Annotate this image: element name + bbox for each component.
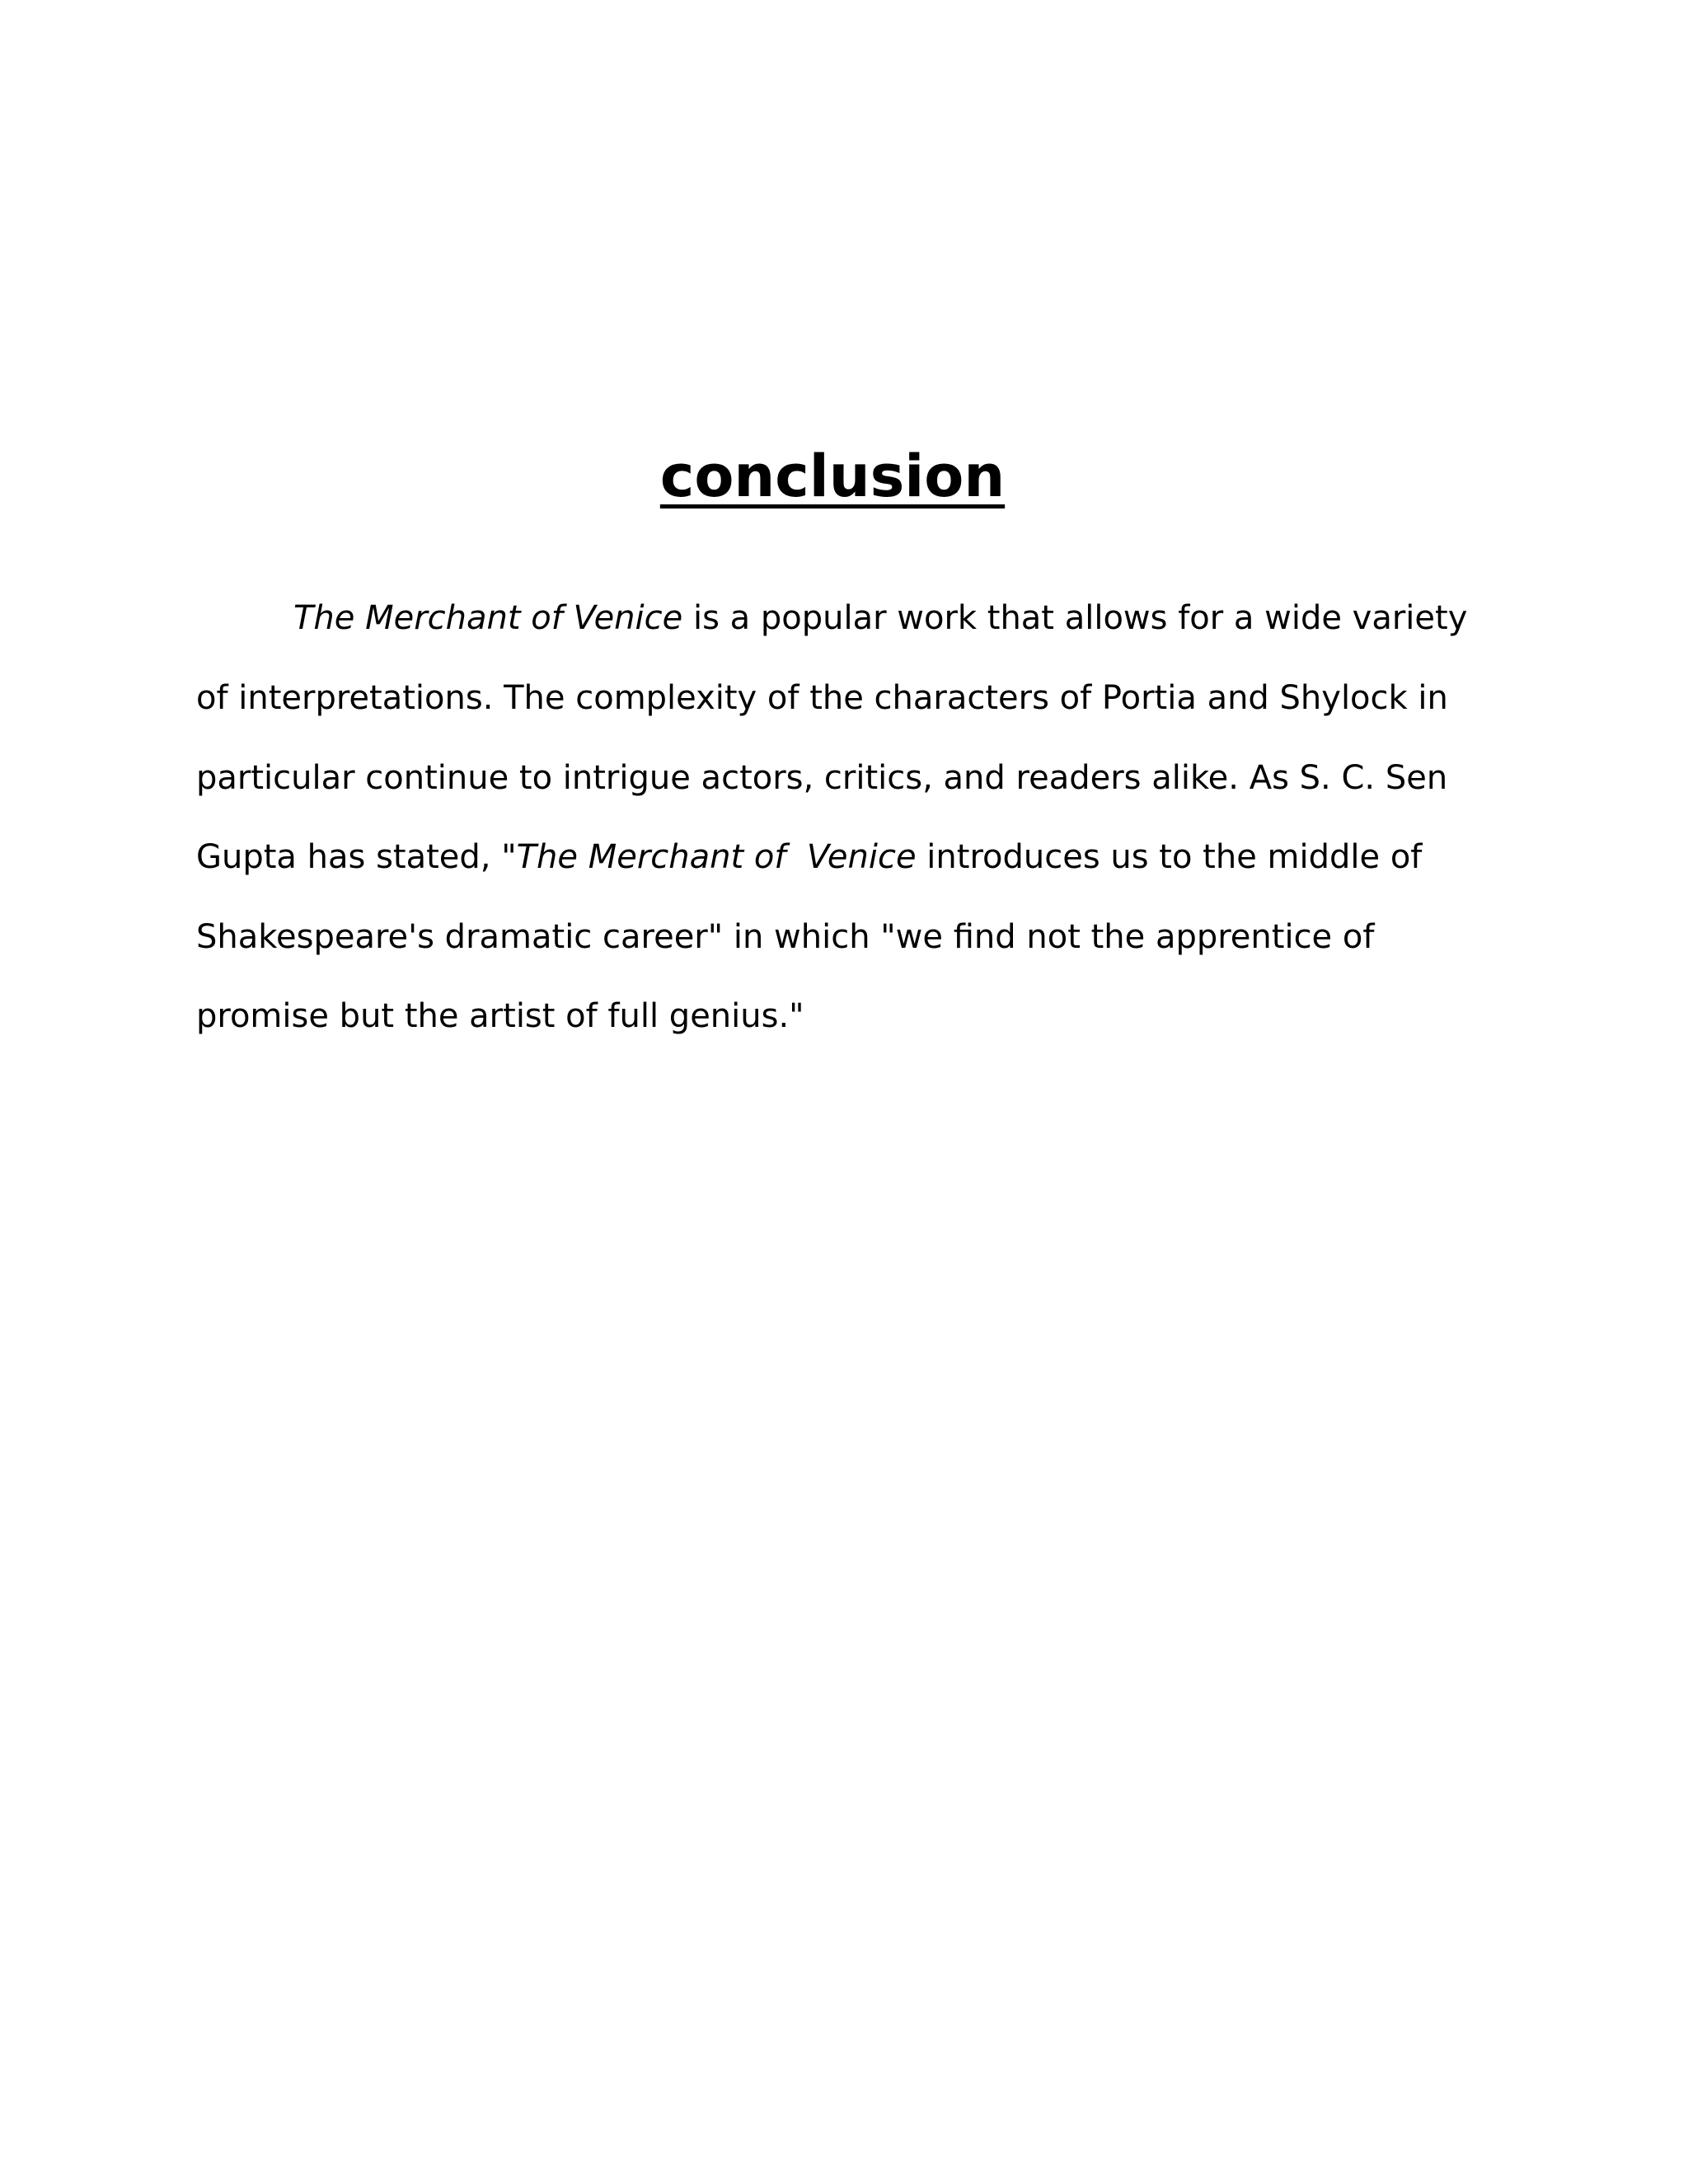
paragraph-line-3: particular continue to intrigue actors, critics, and readers alike. As S. C. Sen [196, 759, 1448, 797]
paragraph-line-2: of interpretations. The complexity of the characters of Portia and Shylock in [196, 679, 1448, 717]
page-title-text: conclusion [659, 443, 1006, 510]
line-4-prefix: Gupta has stated, [196, 838, 502, 876]
quoted-work-title-italic: "The Merchant of Venice [501, 838, 917, 876]
line-4-suffix: introduces us to the middle of [916, 838, 1423, 876]
paragraph-line-1 [293, 593, 1579, 643]
work-title-italic: The Merchant of Venice [293, 599, 683, 637]
line-1-text: is a popular work that allows for a wide variety [682, 599, 1468, 637]
paragraph-line-6: promise but the artist of full genius." [196, 997, 804, 1035]
paragraph-line-5: Shakespeare's dramatic career" in which "we find not the apprentice of [196, 918, 1375, 956]
page-title [0, 435, 1665, 518]
paragraph-line-4 [196, 832, 1482, 882]
